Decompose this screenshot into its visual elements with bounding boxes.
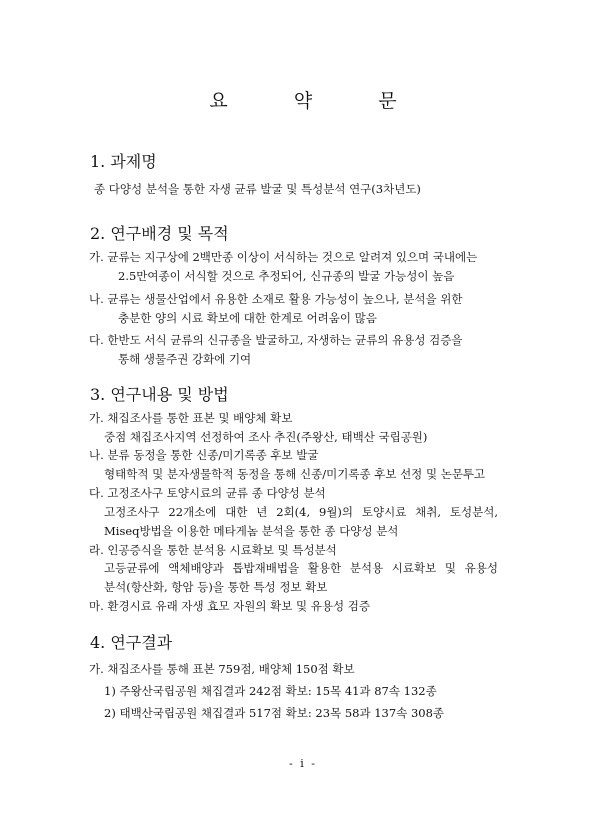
section-4-line: 1) 주왕산국립공원 채집결과 242점 확보: 15목 41과 87속 132종 — [104, 684, 437, 698]
section-heading-1: 1. 과제명 — [90, 152, 157, 171]
section-3-line: 고등균류에 액체배양과 톱밥재배법을 활용한 분석용 시료확보 및 유용성 — [104, 561, 498, 575]
section-2-line: 충분한 양의 시료 확보에 대한 한계로 어려움이 많음 — [118, 311, 377, 325]
section-2-line: 다. 한반도 서식 균류의 신규종을 발굴하고, 자생하는 균류의 유용성 검증을 — [89, 333, 463, 347]
section-3-line: 나. 분류 동정을 통한 신종/미기록종 후보 발굴 — [89, 448, 319, 462]
section-3-line: 분석(항산화, 항암 등)을 통한 특성 정보 확보 — [104, 580, 328, 594]
section-heading-4: 4. 연구결과 — [90, 633, 173, 652]
section-3-line: 마. 환경시료 유래 자생 효모 자원의 확보 및 유용성 검증 — [89, 599, 370, 613]
section-4-line: 가. 채집조사를 통해 표본 759점, 배양체 150점 확보 — [89, 662, 355, 676]
section-2-line: 통해 생물주권 강화에 기여 — [118, 352, 252, 366]
section-3-line: 라. 인공증식을 통한 분석용 시료확보 및 특성분석 — [89, 543, 337, 557]
section-3-line: 형태학적 및 분자생물학적 동정을 통해 신종/미기록종 후보 선정 및 논문투고 — [104, 467, 486, 481]
section-2-line: 가. 균류는 지구상에 2백만종 이상이 서식하는 것으로 알려져 있으며 국내에는 — [89, 250, 478, 264]
section-4-line: 2) 태백산국립공원 채집결과 517점 확보: 23목 58과 137속 308종 — [104, 706, 444, 720]
section-2-line: 나. 균류는 생물산업에서 유용한 소재로 활용 가능성이 높으나, 분석을 위한 — [89, 292, 463, 306]
section-heading-3: 3. 연구내용 및 방법 — [90, 385, 229, 404]
section-1-line: 종 다양성 분석을 통한 자생 균류 발굴 및 특성분석 연구(3차년도) — [94, 182, 421, 196]
page-number: - i - — [289, 757, 317, 770]
section-3-line: Miseq방법을 이용한 메타게놈 분석을 통한 종 다양성 분석 — [104, 524, 399, 538]
page-title: 요 약 문 — [209, 90, 427, 112]
section-3-line: 가. 채집조사를 통한 표본 및 배양체 확보 — [89, 411, 293, 425]
section-3-line: 고정조사구 22개소에 대한 년 2회(4, 9월)의 토양시료 채취, 토성분석, — [104, 505, 498, 519]
section-3-line: 중점 채집조사지역 선정하여 조사 추진(주왕산, 태백산 국립공원) — [104, 430, 428, 444]
section-heading-2: 2. 연구배경 및 목적 — [90, 224, 229, 243]
section-2-line: 2.5만여종이 서식할 것으로 추정되어, 신규종의 발굴 가능성이 높음 — [118, 269, 455, 283]
section-3-line: 다. 고정조사구 토양시료의 균류 종 다양성 분석 — [89, 486, 326, 500]
